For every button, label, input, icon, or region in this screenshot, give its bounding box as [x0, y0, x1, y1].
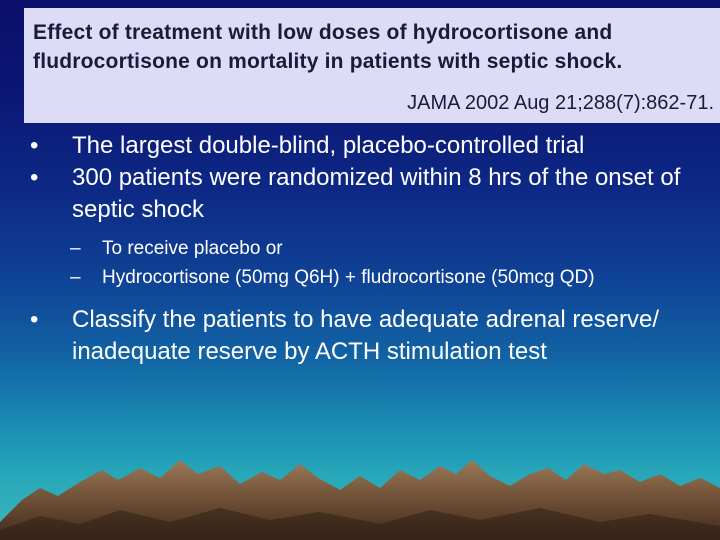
sub-bullet-item — [70, 234, 708, 263]
bullet-marker: • — [30, 132, 39, 159]
bullet-text: Classify the patients to have adequate adrenal reserve/ inadequate reserve by ACTH stimulation test — [72, 306, 660, 365]
bullet-text: 300 patients were randomized within 8 hrs of the onset of septic shock — [72, 164, 681, 223]
bullet-marker: • — [30, 306, 39, 333]
sub-bullet-text: Hydrocortisone (50mg Q6H) + fludrocortisone (50mcg QD) — [102, 267, 595, 288]
bullet-marker: • — [30, 164, 39, 191]
bullet-text: The largest double-blind, placebo-controlled trial — [72, 132, 585, 159]
sub-bullet-text: To receive placebo or — [102, 238, 283, 259]
mountain-range-decoration — [0, 430, 720, 540]
bullet-list — [28, 130, 708, 368]
slide-title: Effect of treatment with low doses of hydrocortisone and fludrocortisone on mortality in patients with septic shock. — [33, 21, 623, 73]
title-box — [24, 8, 720, 123]
bullet-item — [28, 304, 708, 368]
sub-bullet-item — [70, 263, 708, 292]
bullet-item — [28, 162, 708, 226]
sub-bullet-marker: – — [70, 238, 81, 259]
citation: JAMA 2002 Aug 21;288(7):862-71. — [407, 92, 714, 114]
sub-bullet-marker: – — [70, 267, 81, 288]
bullet-item — [28, 130, 708, 162]
